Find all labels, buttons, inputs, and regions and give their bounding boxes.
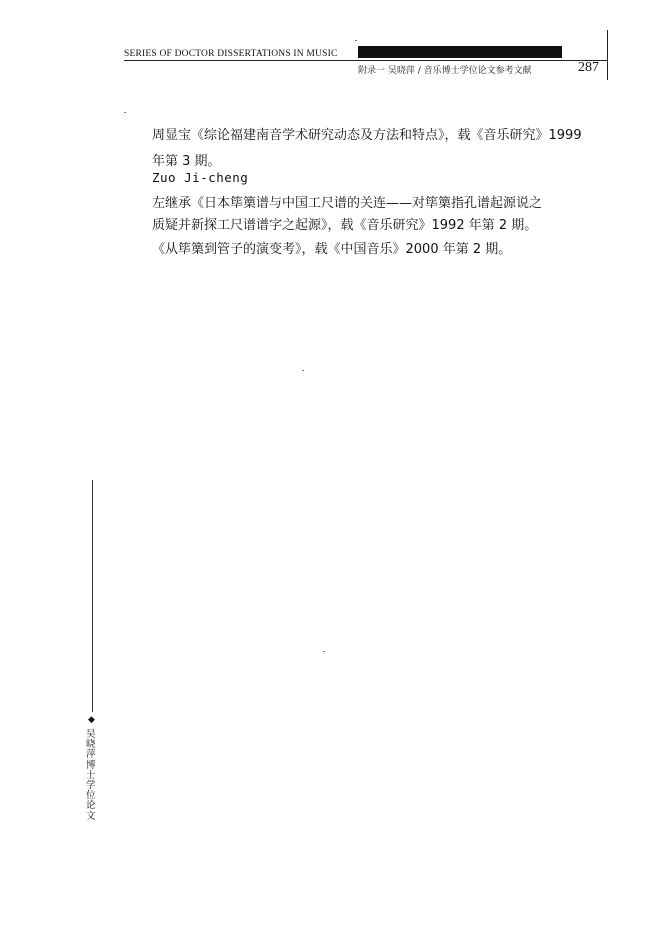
reference-line-5: 质疑并新探工尺谱谱字之起源》，载《音乐研究》1992 年第 2 期。 <box>152 218 538 233</box>
header-rule <box>124 60 608 61</box>
margin-vertical-label: 吴晓萍博士学位论文 <box>86 729 96 822</box>
author-romanization: Zuo Ji-cheng <box>152 170 249 185</box>
scan-speck <box>302 370 304 371</box>
running-head: 附录一 吴晓萍 / 音乐博士学位论文参考文献 <box>358 66 532 76</box>
reference-line-2: 年第 3 期。 <box>152 154 221 169</box>
series-title: SERIES OF DOCTOR DISSERTATIONS IN MUSIC <box>124 49 338 59</box>
scan-speck <box>355 40 357 41</box>
reference-line-4: 左继承《日本筚篥谱与中国工尺谱的关连——对筚篥指孔谱起源说之 <box>152 196 543 211</box>
page-number: 287 <box>578 60 599 75</box>
reference-line-1: 周显宝《综论福建南音学术研究动态及方法和特点》，载《音乐研究》1999 <box>152 128 582 143</box>
margin-rule <box>92 480 93 712</box>
scan-speck <box>323 651 325 652</box>
header-vertical-rule <box>607 30 608 80</box>
scan-speck <box>124 112 126 113</box>
reference-line-6: 《从筚篥到管子的演变考》，载《中国音乐》2000 年第 2 期。 <box>152 242 512 257</box>
diamond-icon: ◆ <box>88 715 95 725</box>
header-black-bar <box>358 46 562 58</box>
